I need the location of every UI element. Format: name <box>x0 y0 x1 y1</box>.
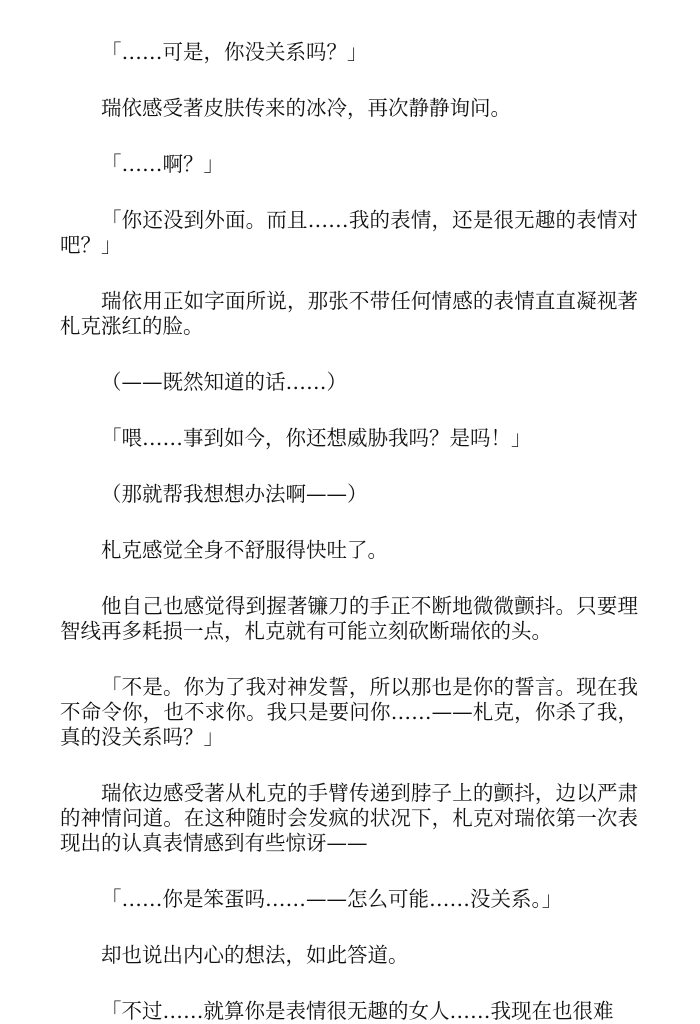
paragraph: 他自己也感觉得到握著镰刀的手正不断地微微颤抖。只要理智线再多耗损一点，札克就有可能立刻砍断瑞依的头。 <box>60 594 638 643</box>
paragraph: 瑞依边感受著从札克的手臂传递到脖子上的颤抖，边以严肃的神情问道。在这种随时会发疯的状况下，札克对瑞依第一次表现出的认真表情感到有些惊讶—— <box>60 781 638 855</box>
paragraph: 札克感觉全身不舒服得快吐了。 <box>101 538 388 562</box>
paragraph: 却也说出内心的想法，如此答道。 <box>101 943 409 967</box>
paragraph: 瑞依感受著皮肤传来的冰冷，再次静静询问。 <box>101 96 511 120</box>
paragraph: 「喂……事到如今，你还想威胁我吗？是吗！」 <box>101 426 532 450</box>
paragraph: 「不过……就算你是表情很无趣的女人……我现在也很难 <box>101 999 614 1023</box>
paragraph: 「……你是笨蛋吗……——怎么可能……没关系。」 <box>101 887 563 911</box>
paragraph: 「……啊？」 <box>101 152 224 176</box>
paragraph: 瑞依用正如字面所说，那张不带任何情感的表情直直凝视著札克涨红的脸。 <box>60 289 638 338</box>
paragraph: 「……可是，你没关系吗？」 <box>101 40 368 64</box>
paragraph: （那就帮我想想办法啊——） <box>101 482 368 506</box>
paragraph: 「你还没到外面。而且……我的表情，还是很无趣的表情对吧？」 <box>60 208 638 257</box>
paragraph: 「不是。你为了我对神发誓，所以那也是你的誓言。现在我不命令你，也不求你。我只是要问你……——札克，你杀了我，真的没关系吗？」 <box>60 675 638 749</box>
paragraph: （——既然知道的话……） <box>101 370 347 394</box>
document-page <box>60 40 638 1024</box>
